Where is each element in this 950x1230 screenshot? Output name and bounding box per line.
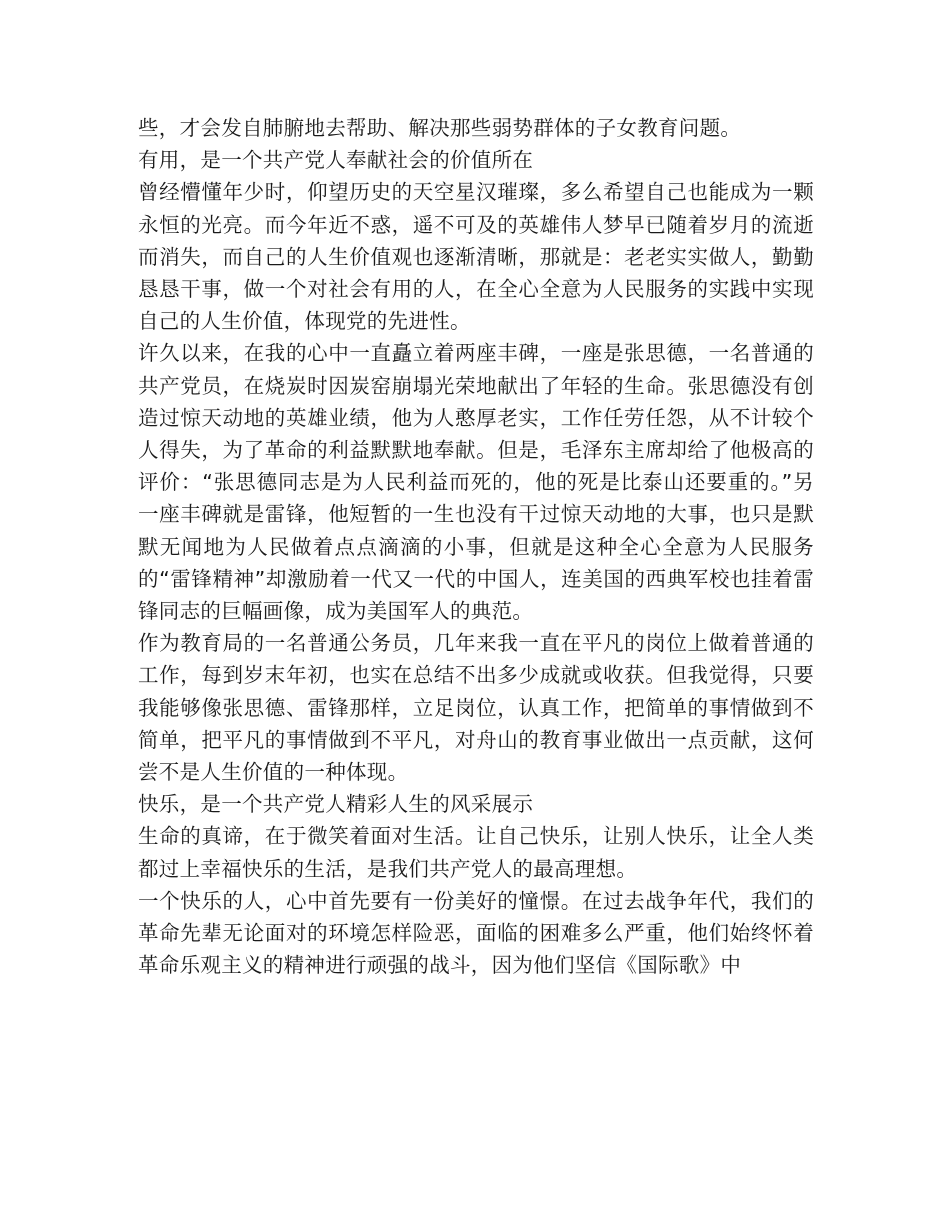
paragraph-happy-person: 一个快乐的人，心中首先要有一份美好的憧憬。在过去战争年代，我们的革命先辈无论面对的环境怎样险恶，面临的困难多么严重，他们始终怀着革命乐观主义的精神进行顽强的战斗，因为他们坚信《国际歌》中 <box>138 888 814 978</box>
document-body <box>138 112 814 981</box>
paragraph-monuments: 许久以来，在我的心中一直矗立着两座丰碑，一座是张思德，一名普通的共产党员，在烧炭时因炭窑崩塌光荣地献出了年轻的生命。张思德没有创造过惊天动地的英雄业绩，他为人憨厚老实，工作任劳任怨，从不计较个人得失，为了革命的利益默默地奉献。但是，毛泽东主席却给了他极高的评价：“张思德同志是为人民利益而死的，他的死是比泰山还要重的。”另一座丰碑就是雷锋，他短暂的一生也没有干过惊天动地的大事，也只是默默无闻地为人民做着点点滴滴的小事，但就是这种全心全意为人民服务的“雷锋精神”却激励着一代又一代的中国人，连美国的西典军校也挂着雷锋同志的巨幅画像，成为美国军人的典范。 <box>138 341 814 624</box>
section-heading-happiness: 快乐，是一个共产党人精彩人生的风采展示 <box>138 792 534 817</box>
paragraph-life-value: 曾经懵懂年少时，仰望历史的天空星汉璀璨，多么希望自己也能成为一颗永恒的光亮。而今年近不惑，遥不可及的英雄伟人梦早已随着岁月的流逝而消失，而自己的人生价值观也逐渐清晰，那就是：老老实实做人，勤勤恳恳干事，做一个对社会有用的人，在全心全意为人民服务的实践中实现自己的人生价值，体现党的先进性。 <box>138 180 814 334</box>
paragraph-civil-servant: 作为教育局的一名普通公务员，几年来我一直在平凡的岗位上做着普通的工作，每到岁末年初，也实在总结不出多少成就或收获。但我觉得，只要我能够像张思德、雷锋那样，立足岗位，认真工作，把简单的事情做到不简单，把平凡的事情做到不平凡，对舟山的教育事业做出一点贡献，这何尝不是人生价值的一种体现。 <box>138 631 814 785</box>
paragraph-life-truth: 生命的真谛，在于微笑着面对生活。让自己快乐，让别人快乐，让全人类都过上幸福快乐的生活，是我们共产党人的最高理想。 <box>138 824 814 881</box>
paragraph-continuation: 些，才会发自肺腑地去帮助、解决那些弱势群体的子女教育问题。 <box>138 116 742 140</box>
section-heading-useful: 有用，是一个共产党人奉献社会的价值所在 <box>138 148 534 173</box>
